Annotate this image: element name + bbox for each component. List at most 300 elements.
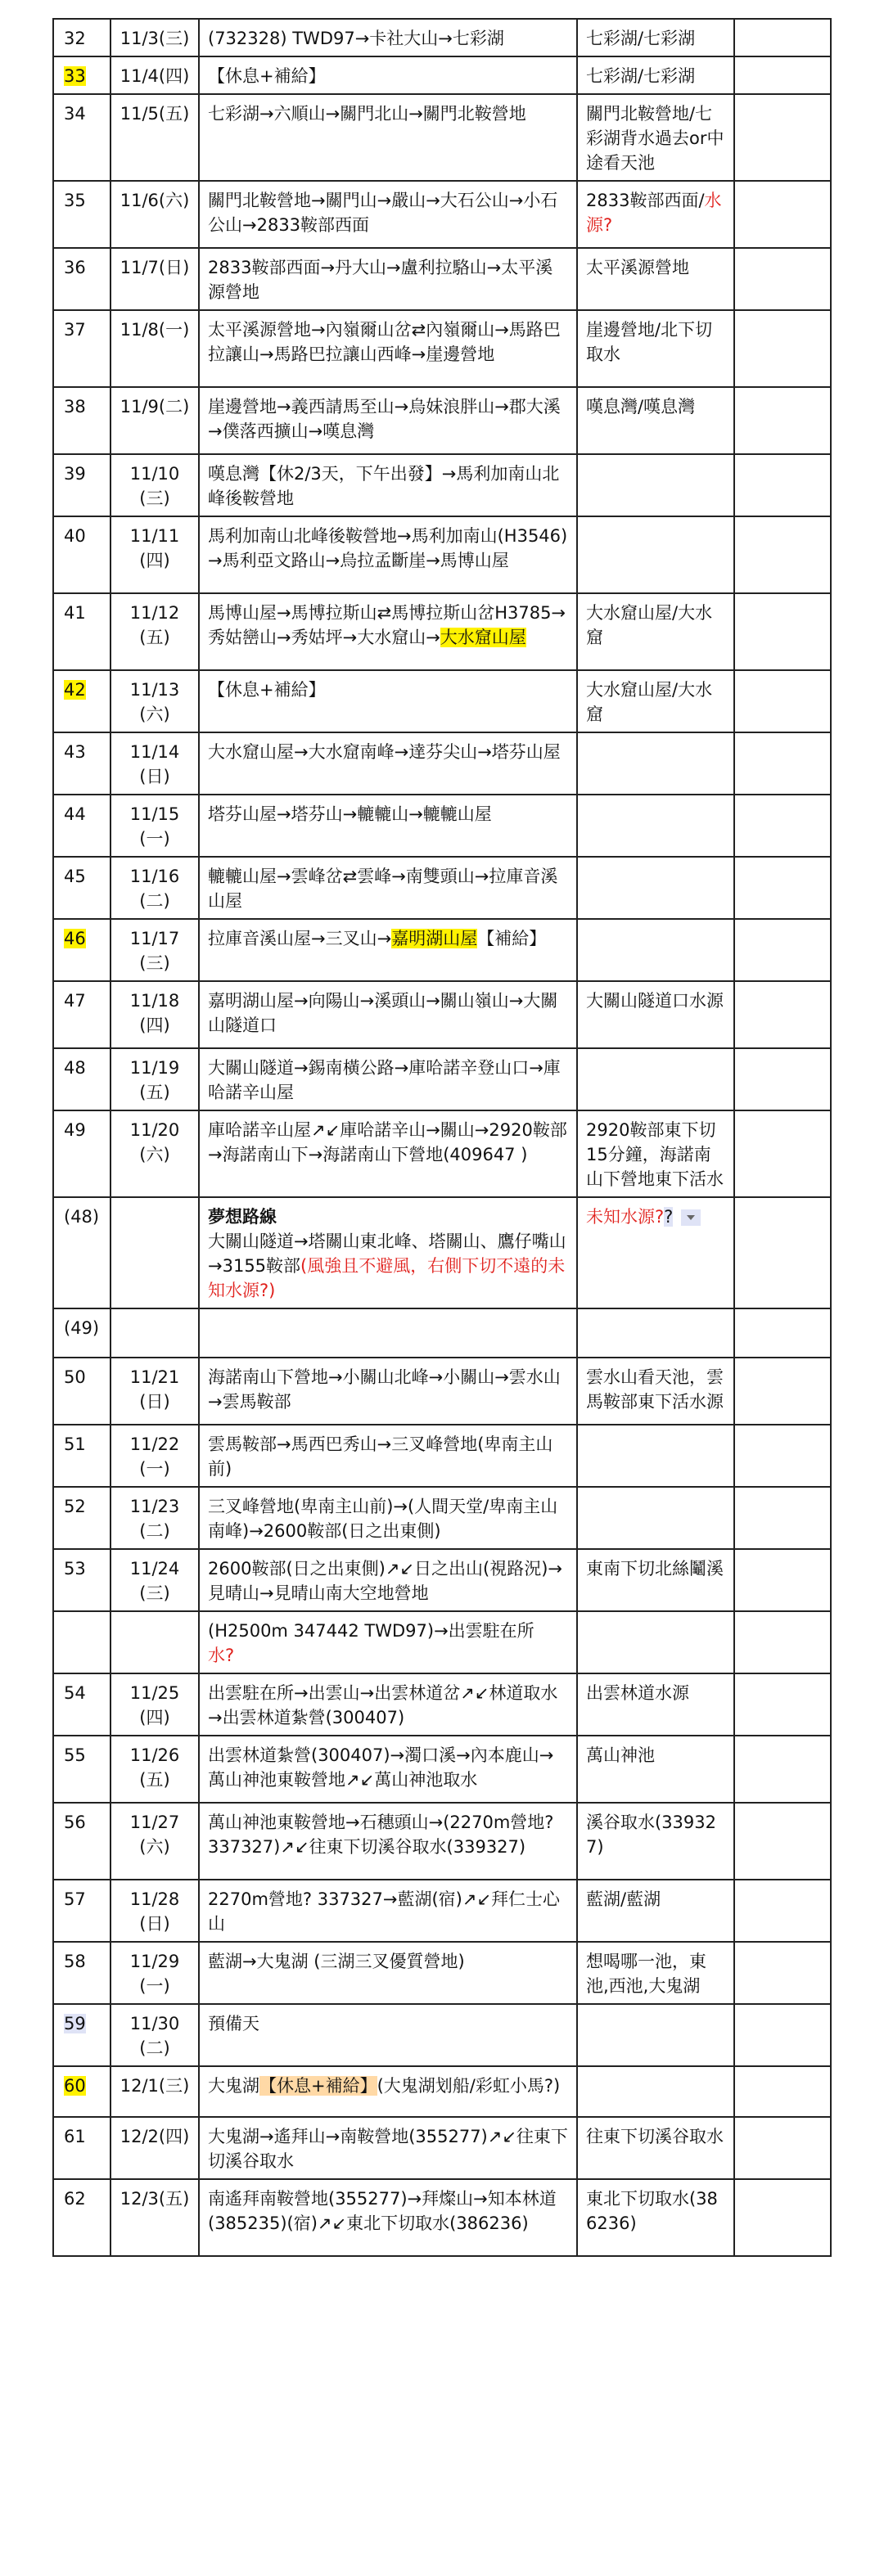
table-row xyxy=(53,94,831,181)
day-number-cell xyxy=(53,310,110,387)
day-number: 48 xyxy=(64,1058,86,1078)
date-cell: 11/26(五) xyxy=(110,1736,199,1803)
water-segment: 出雲林道水源 xyxy=(586,1683,689,1703)
water-campsite-cell xyxy=(577,732,734,795)
route-cell xyxy=(199,1942,577,2004)
water-campsite-cell xyxy=(577,1736,734,1803)
table-row xyxy=(53,981,831,1048)
route-segment: 【補給】 xyxy=(477,929,547,948)
notes-cell xyxy=(734,387,831,454)
route-cell xyxy=(199,670,577,732)
notes-cell xyxy=(734,1197,831,1308)
route-cell xyxy=(199,248,577,310)
date-cell: 12/3(五) xyxy=(110,2179,199,2256)
water-campsite-cell xyxy=(577,387,734,454)
notes-cell xyxy=(734,181,831,248)
water-campsite-cell xyxy=(577,1487,734,1549)
notes-cell xyxy=(734,94,831,181)
notes-cell xyxy=(734,19,831,56)
day-number-cell xyxy=(53,1048,110,1110)
date-cell: 11/27(六) xyxy=(110,1803,199,1880)
route-cell xyxy=(199,1425,577,1487)
water-campsite-cell xyxy=(577,857,734,919)
date-cell: 11/7(日) xyxy=(110,248,199,310)
day-number-cell xyxy=(53,2004,110,2066)
day-number-cell xyxy=(53,1487,110,1549)
water-campsite-cell xyxy=(577,1880,734,1942)
route-segment: 太平溪源營地→內嶺爾山岔⇄內嶺爾山→馬路巴拉讓山→馬路巴拉讓山西峰→崖邊營地 xyxy=(208,320,561,364)
date-cell: 11/18(四) xyxy=(110,981,199,1048)
route-segment: 夢想路線 xyxy=(208,1207,277,1227)
notes-cell xyxy=(734,1425,831,1487)
notes-cell xyxy=(734,1880,831,1942)
day-number-cell xyxy=(53,670,110,732)
water-campsite-cell xyxy=(577,1673,734,1736)
day-number: 35 xyxy=(64,191,86,210)
route-segment: 【休息+補給】 xyxy=(208,66,326,86)
route-segment: 大鬼湖 xyxy=(208,2076,259,2096)
day-number-cell xyxy=(53,1197,110,1308)
date-cell: 11/30(二) xyxy=(110,2004,199,2066)
water-campsite-cell xyxy=(577,795,734,857)
water-campsite-cell xyxy=(577,919,734,981)
table-row xyxy=(53,1197,831,1308)
water-campsite-cell xyxy=(577,593,734,670)
water-segment: 水源? xyxy=(586,191,722,235)
day-number-cell xyxy=(53,2117,110,2179)
route-segment: 馬利加南山北峰後鞍營地→馬利加南山(H3546)→馬利亞文路山→烏拉孟斷崖→馬博山屋 xyxy=(208,526,568,570)
date-cell: 11/9(二) xyxy=(110,387,199,454)
date-cell: 11/24(三) xyxy=(110,1549,199,1611)
water-campsite-cell xyxy=(577,56,734,94)
notes-cell xyxy=(734,593,831,670)
date-cell: 11/25(四) xyxy=(110,1673,199,1736)
day-number: 39 xyxy=(64,464,86,484)
table-row xyxy=(53,1736,831,1803)
table-row xyxy=(53,56,831,94)
day-number-cell xyxy=(53,795,110,857)
water-segment: 大關山隧道口水源 xyxy=(586,991,724,1011)
day-number: 58 xyxy=(64,1952,86,1971)
table-row xyxy=(53,1942,831,2004)
route-cell xyxy=(199,857,577,919)
day-number: 32 xyxy=(64,29,86,48)
water-campsite-cell xyxy=(577,670,734,732)
route-cell xyxy=(199,1611,577,1673)
route-segment: 崖邊營地→義西請馬至山→烏妹浪胖山→郡大溪→僕落西擴山→嘆息灣 xyxy=(208,397,561,441)
table-row xyxy=(53,593,831,670)
water-segment: 未知水源? xyxy=(586,1207,665,1227)
day-number: 46 xyxy=(64,929,86,948)
route-segment: 關門北鞍營地→關門山→嚴山→大石公山→小石公山→2833鞍部西面 xyxy=(208,191,558,235)
route-cell xyxy=(199,1048,577,1110)
day-number-cell xyxy=(53,1611,110,1673)
route-cell xyxy=(199,919,577,981)
route-cell xyxy=(199,94,577,181)
itinerary-rows xyxy=(53,19,831,2256)
itinerary-table xyxy=(52,18,832,2257)
notes-cell xyxy=(734,670,831,732)
notes-cell xyxy=(734,2179,831,2256)
day-number-cell xyxy=(53,454,110,516)
date-cell: 11/8(一) xyxy=(110,310,199,387)
route-cell xyxy=(199,516,577,593)
notes-cell xyxy=(734,2117,831,2179)
day-number: 59 xyxy=(64,2014,86,2033)
day-number: 38 xyxy=(64,397,86,417)
water-campsite-cell xyxy=(577,1358,734,1425)
table-row xyxy=(53,2066,831,2117)
route-segment: 2270m營地? 337327→藍湖(宿)↗↙拜仁士心山 xyxy=(208,1889,561,1934)
route-segment: 嘆息灣【休2/3天，下午出發】→馬利加南山北峰後鞍營地 xyxy=(208,464,560,508)
date-cell: 11/3(三) xyxy=(110,19,199,56)
day-number: 60 xyxy=(64,2076,86,2096)
table-row xyxy=(53,310,831,387)
route-cell xyxy=(199,387,577,454)
day-number-cell xyxy=(53,1549,110,1611)
route-segment: 出雲駐在所→出雲山→出雲林道岔↗↙林道取水→出雲林道紮營(300407) xyxy=(208,1683,558,1727)
water-segment: 關門北鞍營地/七彩湖背水過去or中途看天池 xyxy=(586,104,724,173)
table-row xyxy=(53,919,831,981)
route-segment: 嘉明湖山屋→向陽山→溪頭山→關山嶺山→大關山隧道口 xyxy=(208,991,558,1035)
table-row xyxy=(53,181,831,248)
table-row xyxy=(53,1611,831,1673)
table-row xyxy=(53,1880,831,1942)
day-number: 52 xyxy=(64,1497,86,1516)
notes-cell xyxy=(734,1611,831,1673)
day-number-cell xyxy=(53,2179,110,2256)
water-segment: 七彩湖/七彩湖 xyxy=(586,66,696,86)
water-campsite-cell xyxy=(577,2117,734,2179)
water-segment: 藍湖/藍湖 xyxy=(586,1889,661,1909)
date-cell xyxy=(110,1197,199,1308)
route-segment: 2833鞍部西面→丹大山→盧利拉駱山→太平溪源營地 xyxy=(208,258,553,302)
route-segment: 大水窟山屋 xyxy=(440,628,526,647)
date-cell: 11/12(五) xyxy=(110,593,199,670)
day-number-cell xyxy=(53,1880,110,1942)
day-number: 50 xyxy=(64,1367,86,1387)
notes-cell xyxy=(734,310,831,387)
table-row xyxy=(53,1803,831,1880)
water-campsite-cell xyxy=(577,516,734,593)
water-segment: 東南下切北絲鬮溪 xyxy=(586,1559,724,1578)
day-number: 47 xyxy=(64,991,86,1011)
date-cell: 11/17(三) xyxy=(110,919,199,981)
water-segment: 崖邊營地/北下切取水 xyxy=(586,320,713,364)
day-number: 56 xyxy=(64,1813,86,1832)
date-cell: 11/16(二) xyxy=(110,857,199,919)
day-number-cell xyxy=(53,94,110,181)
day-number: 41 xyxy=(64,603,86,623)
route-cell xyxy=(199,454,577,516)
day-number-cell xyxy=(53,1110,110,1197)
water-campsite-cell xyxy=(577,1549,734,1611)
day-number: 42 xyxy=(64,680,86,700)
day-number: 37 xyxy=(64,320,86,340)
day-number: (49) xyxy=(64,1318,100,1338)
water-campsite-cell xyxy=(577,1611,734,1673)
day-number-cell xyxy=(53,1736,110,1803)
notes-cell xyxy=(734,2066,831,2117)
table-row xyxy=(53,19,831,56)
route-segment: 七彩湖→六順山→關門北山→關門北鞍營地 xyxy=(208,104,526,124)
date-cell: 11/10(三) xyxy=(110,454,199,516)
water-segment: 雲水山看天池，雲馬鞍部東下活水源 xyxy=(586,1367,724,1412)
route-cell xyxy=(199,795,577,857)
water-campsite-cell xyxy=(577,1425,734,1487)
notes-cell xyxy=(734,1358,831,1425)
date-cell: 12/2(四) xyxy=(110,2117,199,2179)
day-number: 49 xyxy=(64,1120,86,1140)
table-row xyxy=(53,1673,831,1736)
route-cell xyxy=(199,1110,577,1197)
day-number: 43 xyxy=(64,742,86,762)
day-number-cell xyxy=(53,56,110,94)
notes-cell xyxy=(734,857,831,919)
date-cell: 11/14(日) xyxy=(110,732,199,795)
day-number-cell xyxy=(53,2066,110,2117)
water-campsite-cell xyxy=(577,1048,734,1110)
route-cell xyxy=(199,1487,577,1549)
table-row xyxy=(53,1487,831,1549)
route-cell xyxy=(199,1358,577,1425)
route-segment: 大鬼湖→遙拜山→南鞍營地(355277)↗↙往東下切溪谷取水 xyxy=(208,2127,568,2171)
route-segment: 海諾南山下營地→小關山北峰→小關山→雲水山→雲馬鞍部 xyxy=(208,1367,561,1412)
day-number-cell xyxy=(53,981,110,1048)
water-segment: 大水窟山屋/大水窟 xyxy=(586,603,713,647)
date-cell: 11/21(日) xyxy=(110,1358,199,1425)
water-segment: ? xyxy=(664,1207,674,1227)
route-cell xyxy=(199,981,577,1048)
date-cell: 11/4(四) xyxy=(110,56,199,94)
day-number: 55 xyxy=(64,1745,86,1765)
water-segment: 2833鞍部西面/ xyxy=(586,191,705,210)
day-number: 44 xyxy=(64,804,86,824)
day-number: 57 xyxy=(64,1889,86,1909)
notes-cell xyxy=(734,795,831,857)
day-number: 61 xyxy=(64,2127,86,2146)
water-campsite-cell xyxy=(577,248,734,310)
notes-cell xyxy=(734,516,831,593)
notes-cell xyxy=(734,248,831,310)
route-segment: 出雲林道紮營(300407)→濁口溪→內本鹿山→萬山神池東鞍營地↗↙萬山神池取水 xyxy=(208,1745,554,1790)
water-campsite-cell xyxy=(577,454,734,516)
water-campsite-cell xyxy=(577,1308,734,1358)
route-cell xyxy=(199,1673,577,1736)
water-segment: 想喝哪一池，東池,西池,大鬼湖 xyxy=(586,1952,706,1996)
date-cell: 11/23(二) xyxy=(110,1487,199,1549)
date-cell: 11/6(六) xyxy=(110,181,199,248)
route-segment: 【休息+補給】 xyxy=(208,680,326,700)
route-segment: 大水窟山屋→大水窟南峰→達芬尖山→塔芬山屋 xyxy=(208,742,561,762)
day-number-cell xyxy=(53,516,110,593)
day-number-cell xyxy=(53,1673,110,1736)
table-row xyxy=(53,1549,831,1611)
date-cell: 11/19(五) xyxy=(110,1048,199,1110)
route-segment: 大關山隧道→錫南橫公路→庫哈諾辛登山口→庫哈諾辛山屋 xyxy=(208,1058,561,1102)
water-segment: 太平溪源營地 xyxy=(586,258,689,277)
route-cell xyxy=(199,1803,577,1880)
day-number: 53 xyxy=(64,1559,86,1578)
notes-cell xyxy=(734,1942,831,2004)
date-cell: 11/11(四) xyxy=(110,516,199,593)
route-segment: 嘉明湖山屋 xyxy=(391,929,478,948)
day-number-cell xyxy=(53,248,110,310)
table-row xyxy=(53,248,831,310)
date-cell xyxy=(110,1308,199,1358)
route-cell xyxy=(199,2117,577,2179)
notes-cell xyxy=(734,1487,831,1549)
water-campsite-cell xyxy=(577,1197,734,1308)
date-cell xyxy=(110,1611,199,1673)
route-segment: (H2500m 347442 TWD97)→出雲駐在所 xyxy=(208,1621,534,1641)
notes-cell xyxy=(734,981,831,1048)
date-cell: 11/22(一) xyxy=(110,1425,199,1487)
route-cell xyxy=(199,593,577,670)
day-number-cell xyxy=(53,1358,110,1425)
day-number-cell xyxy=(53,1942,110,2004)
route-segment: 【休息+補給】 xyxy=(259,2076,377,2096)
route-segment: 水? xyxy=(208,1646,235,1665)
water-segment: 東北下切取水(386236) xyxy=(586,2189,718,2233)
day-number-cell xyxy=(53,181,110,248)
date-cell: 11/5(五) xyxy=(110,94,199,181)
route-segment: 馬博山屋→馬博拉斯山⇄馬博拉斯山岔H3785→秀姑巒山→秀姑坪→大水窟山→ xyxy=(208,603,566,647)
notes-cell xyxy=(734,454,831,516)
itinerary-sheet xyxy=(52,18,830,2257)
water-campsite-cell xyxy=(577,1110,734,1197)
route-segment: 南遙拜南鞍營地(355277)→拜燦山→知本林道(385235)(宿)↗↙東北下切取水(386236) xyxy=(208,2189,557,2233)
route-segment: (732328) TWD97→卡社大山→七彩湖 xyxy=(208,29,504,48)
day-number: 45 xyxy=(64,867,86,886)
route-cell xyxy=(199,1308,577,1358)
route-segment: (大鬼湖划船/彩虹小馬?) xyxy=(377,2076,561,2096)
route-cell xyxy=(199,310,577,387)
date-cell: 11/13(六) xyxy=(110,670,199,732)
water-segment: 往東下切溪谷取水 xyxy=(586,2127,724,2146)
day-number: 54 xyxy=(64,1683,86,1703)
table-row xyxy=(53,1358,831,1425)
water-segment: 七彩湖/七彩湖 xyxy=(586,29,696,48)
route-cell xyxy=(199,732,577,795)
table-row xyxy=(53,1048,831,1110)
route-cell xyxy=(199,181,577,248)
table-row xyxy=(53,516,831,593)
notes-cell xyxy=(734,1308,831,1358)
water-segment: 萬山神池 xyxy=(586,1745,655,1765)
route-cell xyxy=(199,19,577,56)
water-campsite-cell xyxy=(577,2066,734,2117)
notes-cell xyxy=(734,1673,831,1736)
notes-cell xyxy=(734,919,831,981)
date-cell: 12/1(三) xyxy=(110,2066,199,2117)
notes-cell xyxy=(734,56,831,94)
water-campsite-cell xyxy=(577,1803,734,1880)
table-row xyxy=(53,795,831,857)
notes-cell xyxy=(734,1803,831,1880)
table-row xyxy=(53,2117,831,2179)
day-number-cell xyxy=(53,857,110,919)
water-campsite-cell xyxy=(577,981,734,1048)
table-row xyxy=(53,454,831,516)
day-number-cell xyxy=(53,1425,110,1487)
day-number-cell xyxy=(53,593,110,670)
date-cell: 11/28(日) xyxy=(110,1880,199,1942)
water-campsite-cell xyxy=(577,94,734,181)
table-row xyxy=(53,670,831,732)
water-segment: 溪谷取水(339327) xyxy=(586,1813,716,1857)
route-segment: 大關山隧道→塔關山東北峰、塔關山、鷹仔嘴山→3155鞍部 xyxy=(208,1232,566,1276)
route-segment: 雲馬鞍部→馬西巴秀山→三叉峰營地(卑南主山前) xyxy=(208,1434,553,1479)
notes-cell xyxy=(734,1110,831,1197)
water-campsite-cell xyxy=(577,2004,734,2066)
water-campsite-cell xyxy=(577,19,734,56)
day-number: 51 xyxy=(64,1434,86,1454)
day-number: 33 xyxy=(64,66,86,86)
route-cell xyxy=(199,2066,577,2117)
table-row xyxy=(53,1110,831,1197)
date-cell: 11/15(一) xyxy=(110,795,199,857)
table-row xyxy=(53,2179,831,2256)
route-segment: (風強且不避風，右側下切不遠的未知水源?) xyxy=(208,1256,566,1300)
route-cell xyxy=(199,2004,577,2066)
chevron-down-icon[interactable] xyxy=(681,1209,701,1226)
table-row xyxy=(53,387,831,454)
day-number: (48) xyxy=(64,1207,100,1227)
notes-cell xyxy=(734,732,831,795)
route-cell xyxy=(199,56,577,94)
notes-cell xyxy=(734,1736,831,1803)
route-segment: 塔芬山屋→塔芬山→轆轆山→轆轆山屋 xyxy=(208,804,492,824)
notes-cell xyxy=(734,2004,831,2066)
route-cell xyxy=(199,1736,577,1803)
table-row xyxy=(53,2004,831,2066)
route-cell xyxy=(199,1549,577,1611)
day-number-cell xyxy=(53,1308,110,1358)
water-campsite-cell xyxy=(577,1942,734,2004)
route-segment: 庫哈諾辛山屋↗↙庫哈諾辛山→關山→2920鞍部→海諾南山下→海諾南山下營地(409647 ) xyxy=(208,1120,567,1164)
table-row xyxy=(53,857,831,919)
table-row xyxy=(53,1308,831,1358)
notes-cell xyxy=(734,1048,831,1110)
water-segment: 嘆息灣/嘆息灣 xyxy=(586,397,696,417)
route-cell xyxy=(199,2179,577,2256)
route-segment: 三叉峰營地(卑南主山前)→(人間天堂/卑南主山南峰)→2600鞍部(日之出東側) xyxy=(208,1497,558,1541)
day-number-cell xyxy=(53,19,110,56)
route-segment: 2600鞍部(日之出東側)↗↙日之出山(視路況)→見晴山→見晴山南大空地營地 xyxy=(208,1559,563,1603)
date-cell: 11/20(六) xyxy=(110,1110,199,1197)
water-campsite-cell xyxy=(577,181,734,248)
water-campsite-cell xyxy=(577,310,734,387)
date-cell: 11/29(一) xyxy=(110,1942,199,2004)
route-segment: 萬山神池東鞍營地→石穗頭山→(2270m營地? 337327)↗↙往東下切溪谷取水(339327) xyxy=(208,1813,554,1857)
table-row xyxy=(53,732,831,795)
day-number: 36 xyxy=(64,258,86,277)
water-campsite-cell xyxy=(577,2179,734,2256)
route-segment: 預備天 xyxy=(208,2014,259,2033)
route-segment: 拉庫音溪山屋→三叉山→ xyxy=(208,929,392,948)
route-cell xyxy=(199,1880,577,1942)
table-row xyxy=(53,1425,831,1487)
route-segment: 藍湖→大鬼湖 (三湖三叉優質營地) xyxy=(208,1952,465,1971)
day-number-cell xyxy=(53,1803,110,1880)
notes-cell xyxy=(734,1549,831,1611)
day-number-cell xyxy=(53,387,110,454)
route-segment: 轆轆山屋→雲峰岔⇄雲峰→南雙頭山→拉庫音溪山屋 xyxy=(208,867,558,911)
day-number: 62 xyxy=(64,2189,86,2209)
day-number-cell xyxy=(53,919,110,981)
day-number: 40 xyxy=(64,526,86,546)
